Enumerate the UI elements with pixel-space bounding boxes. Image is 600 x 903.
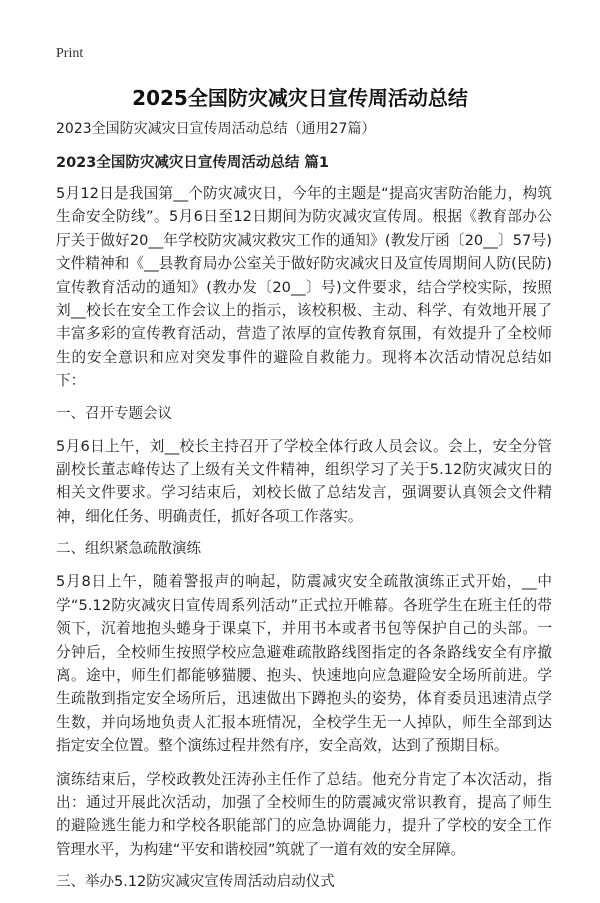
section-heading: 三、举办5.12防灾减灾宣传周活动启动仪式 xyxy=(56,874,335,891)
page-title: 2025全国防灾减灾日宣传周活动总结 xyxy=(132,86,468,110)
section-heading: 一、召开专题会议 xyxy=(56,405,172,422)
article-subtitle: 2023全国防灾减灾日宣传周活动总结（通用27篇） xyxy=(56,121,376,137)
print-link[interactable]: Print xyxy=(56,46,84,61)
section-heading: 二、组织紧急疏散演练 xyxy=(56,541,201,558)
article-content xyxy=(56,118,552,903)
paragraph: 演练结束后，学校政教处汪涛孙主任作了总结。他充分肯定了本次活动，指出：通过开展此次活动，加强了全校师生的防震减灾常识教育，提高了师生的避险逃生能力和学校各职能部门的应急协调能力，提升了学校的安全工作管理水平，为构建“平安和谐校园”筑就了一道有效的安全屏障。 xyxy=(56,770,552,858)
article-heading: 2023全国防灾减灾日宣传周活动总结 篇1 xyxy=(56,155,329,171)
paragraph: 5月8日上午，随着警报声的响起，防震减灾安全疏散演练正式开始，__中学“5.12防灾减灾日宣传周系列活动”正式拉开帷幕。各班学生在班主任的带领下，沉着地抱头蜷身于课桌下，并用书本或者书包等保护自己的头部。一分钟后，全校师生按照学校应急避难疏散路线图指定的各条路线安全有序撤离。途中，师生们都能够猫腰、抱头、快速地向应急避险安全场所前进。学生疏散到指定安全场所后，迅速做出下蹲抱头的姿势，体育委员迅速清点学生数，并向场地负责人汇报本班情况，全校学生无一人掉队，师生全部到达指定安全位置。整个演练过程井然有序，安全高效，达到了预期目标。 xyxy=(56,573,552,755)
paragraph: 5月12日是我国第__个防灾减灾日，今年的主题是“提高灾害防治能力，构筑生命安全防线”。5月6日至12日期间为防灾减灾宣传周。根据《教育部办公厅关于做好20__年学校防灾减灾救灾工作的通知》(教发厅函〔20__〕57号)文件精神和《__县教育局办公室关于做好防灾减灾日及宣传周期间人防(民防)宣传教育活动的通知》(教办发〔20__〕号)文件要求，结合学校实际，按照刘__校长在安全工作会议上的指示，该校积极、主动、科学、有效地开展了丰富多彩的宣传教育活动，营造了浓厚的宣传教育氛围，有效提升了全校师生的安全意识和应对突发事件的避险自救能力。现将本次活动情况总结如下： xyxy=(56,185,552,390)
paragraph: 5月6日上午，刘__校长主持召开了学校全体行政人员会议。会上，安全分管副校长董志峰传达了上级有关文件精神，组织学习了关于5.12防灾减灾日的相关文件要求。学习结束后，刘校长做了总结发言，强调要认真领会文件精神，细化任务、明确责任，抓好各项工作落实。 xyxy=(56,437,552,525)
